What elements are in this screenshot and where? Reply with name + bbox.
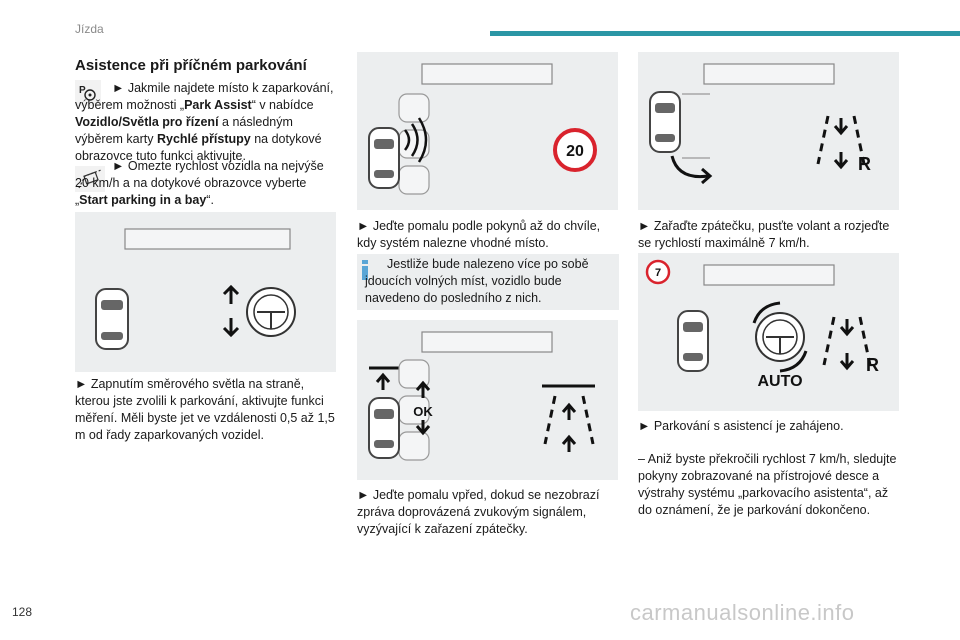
steering-wheel-icon <box>247 288 295 336</box>
arrow-down-icon <box>224 318 238 335</box>
info-note <box>357 254 619 310</box>
arrow-up-icon <box>224 287 238 304</box>
step-badge <box>647 261 669 283</box>
trajectory-icon <box>824 317 870 368</box>
watermark: carmanualsonline.info <box>630 600 855 625</box>
col1-paragraph-2: ► Omezte rychlost vozidla na nejvýše 20 km/h a na dotykové obrazovce vyberte „Start parking in a bay“. <box>75 159 324 207</box>
car-icon <box>678 311 708 371</box>
illustration-auto-steering <box>638 253 899 411</box>
reverse-path-arrow <box>672 156 710 183</box>
car-icon <box>650 92 680 152</box>
col3-paragraph-3: – Aniž byste překročili rychlost 7 km/h, sledujte pokyny zobrazované na přístrojové desce a výstrahy systému „parkovacího asistenta“, až do oznámení, že je parkování dokončeno. <box>638 452 897 517</box>
steering-wheel-icon <box>754 303 806 371</box>
illustration-scanning <box>357 52 618 210</box>
section-title: Jízda <box>75 22 104 36</box>
ok-label: OK <box>413 404 433 419</box>
auto-label: AUTO <box>757 373 803 390</box>
ok-indicator <box>413 383 433 433</box>
speed-sign-icon <box>555 130 595 170</box>
col3-paragraph-2: ► Parkování s asistencí je zahájeno. <box>638 419 844 433</box>
col1-paragraph-3: ► Zapnutím směrového světla na straně, kterou jste zvolili k parkování, aktivujte funkci měření. Měli byste jet ve vzdálenosti 0,5 až 1,5 m od řady zaparkovaných vozidel. <box>75 377 335 442</box>
info-note-text: Jestliže bude nalezeno více po sobě jdoucích volných míst, vozidlo bude navedeno do posledního z nich. <box>365 257 589 305</box>
col2-paragraph-2: ► Jeďte pomalu vpřed, dokud se nezobrazí zpráva doprovázená zvukovým signálem, vyzývající k zařazení zpátečky. <box>357 488 600 536</box>
svg-text:P: P <box>79 85 86 96</box>
reverse-gear-label: R <box>866 355 879 375</box>
reverse-gear-label: R <box>858 154 871 174</box>
trajectory-icon <box>545 396 593 452</box>
col3-paragraph-1: ► Zařaďte zpátečku, pusťte volant a rozjeďte se rychlostí maximálně 7 km/h. <box>638 219 890 250</box>
illustration-car-steering <box>75 212 336 372</box>
illustration-reverse <box>638 52 899 210</box>
car-icon <box>369 398 399 458</box>
arrow-up-icon <box>377 375 389 390</box>
car-icon <box>369 128 399 188</box>
car-icon <box>96 289 128 349</box>
page-number: 128 <box>12 605 33 619</box>
speed-sign-value: 20 <box>566 143 584 160</box>
illustration-ok-forward <box>357 320 618 480</box>
step-badge-value: 7 <box>654 267 662 279</box>
header-accent-bar <box>490 31 960 36</box>
page-heading: Asistence při příčném parkování <box>75 57 307 74</box>
col2-paragraph-1: ► Jeďte pomalu podle pokynů až do chvíle, kdy systém nalezne vhodné místo. <box>357 219 601 250</box>
col1-paragraph-1: ► Jakmile najdete místo k zaparkování, výběrem možnosti „Park Assist“ v nabídce Vozidlo/Světla pro řízení a následným výběrem karty Rychlé přístupy na dotykové obrazovce tuto funkci aktivujte. <box>75 81 334 163</box>
